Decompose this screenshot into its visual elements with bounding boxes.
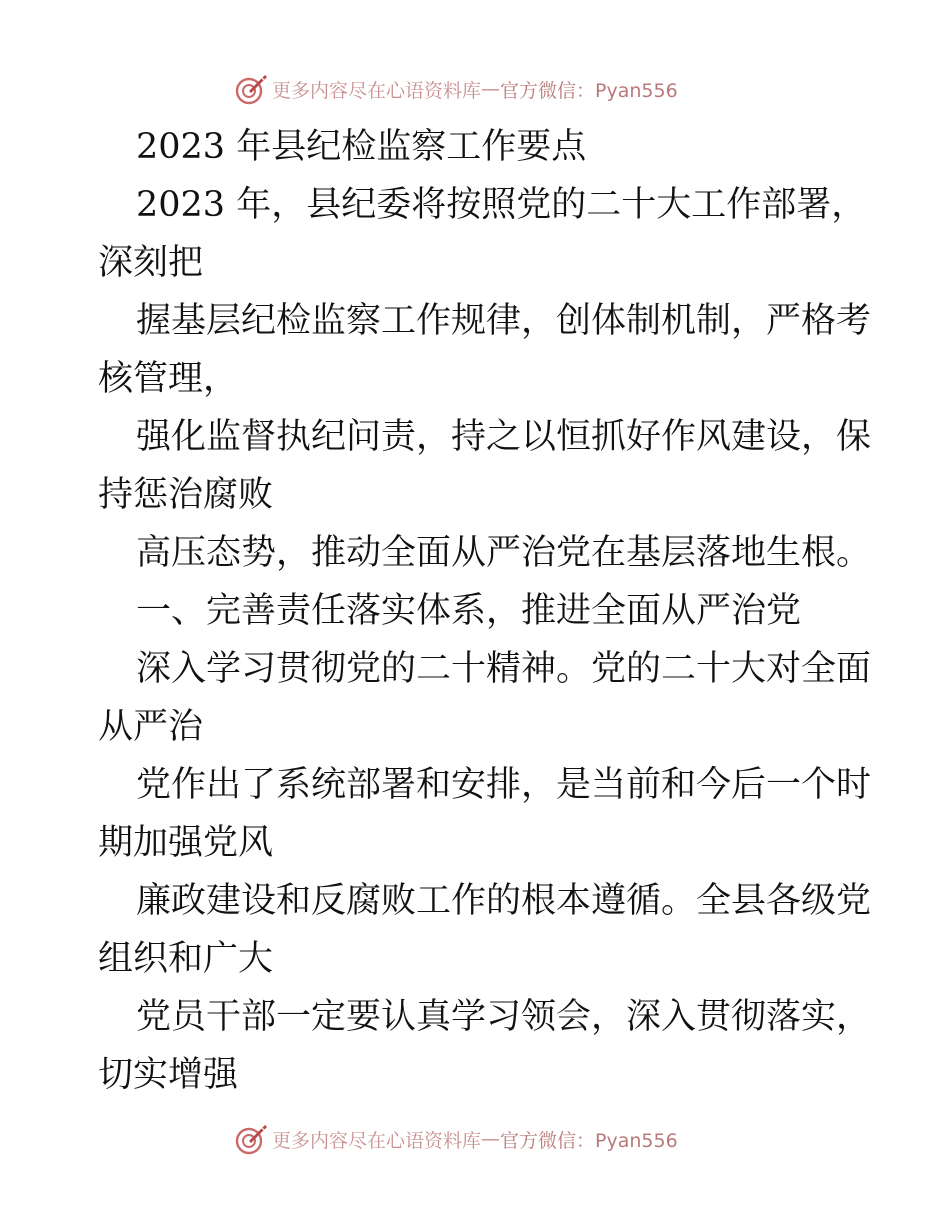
banner-wechat: 官方微信：Pyan556 <box>500 79 678 102</box>
banner-dash: — <box>481 1128 501 1150</box>
paragraph-line: 高压态势，推动全面从严治党在基层落地生根。 <box>136 533 872 573</box>
paragraph-line: 廉政建设和反腐败工作的根本遵循。全县各级党 <box>136 881 872 921</box>
paragraph-line: 党员干部一定要认真学习领会，深入贯彻落实， <box>136 997 872 1037</box>
paragraph-line: 切实增强 <box>98 1055 239 1095</box>
banner-dash: — <box>481 78 501 100</box>
document-body <box>98 118 872 1104</box>
banner-wechat: 官方微信：Pyan556 <box>500 1129 678 1152</box>
banner-brand: 更多内容尽在心语资料库 <box>272 79 482 102</box>
banner-brand: 更多内容尽在心语资料库 <box>272 1129 482 1152</box>
paragraph-line: 党作出了系统部署和安排，是当前和今后一个时 <box>136 765 872 805</box>
section-heading: 一、完善责任落实体系，推进全面从严治党 <box>136 591 802 631</box>
paragraph-line: 2023 年，县纪委将按照党的二十大工作部署， <box>136 185 867 225</box>
paragraph-line: 握基层纪检监察工作规律，创体制机制，严格考 <box>136 301 872 341</box>
paragraph-line: 期加强党风 <box>98 823 274 863</box>
paragraph-line: 持惩治腐败 <box>98 475 274 515</box>
document-title: 2023 年县纪检监察工作要点 <box>136 127 587 167</box>
footer-banner <box>234 1122 734 1156</box>
header-banner <box>234 72 734 106</box>
paragraph-line: 强化监督执纪问责，持之以恒抓好作风建设，保 <box>136 417 872 457</box>
paragraph-line: 核管理， <box>98 359 239 399</box>
pen-logo-icon <box>234 72 268 106</box>
paragraph-line: 深刻把 <box>98 243 204 283</box>
paragraph-line: 从严治 <box>98 707 204 747</box>
paragraph-line: 组织和广大 <box>98 939 274 979</box>
pen-logo-icon <box>234 1122 268 1156</box>
paragraph-line: 深入学习贯彻党的二十精神。党的二十大对全面 <box>136 649 872 689</box>
